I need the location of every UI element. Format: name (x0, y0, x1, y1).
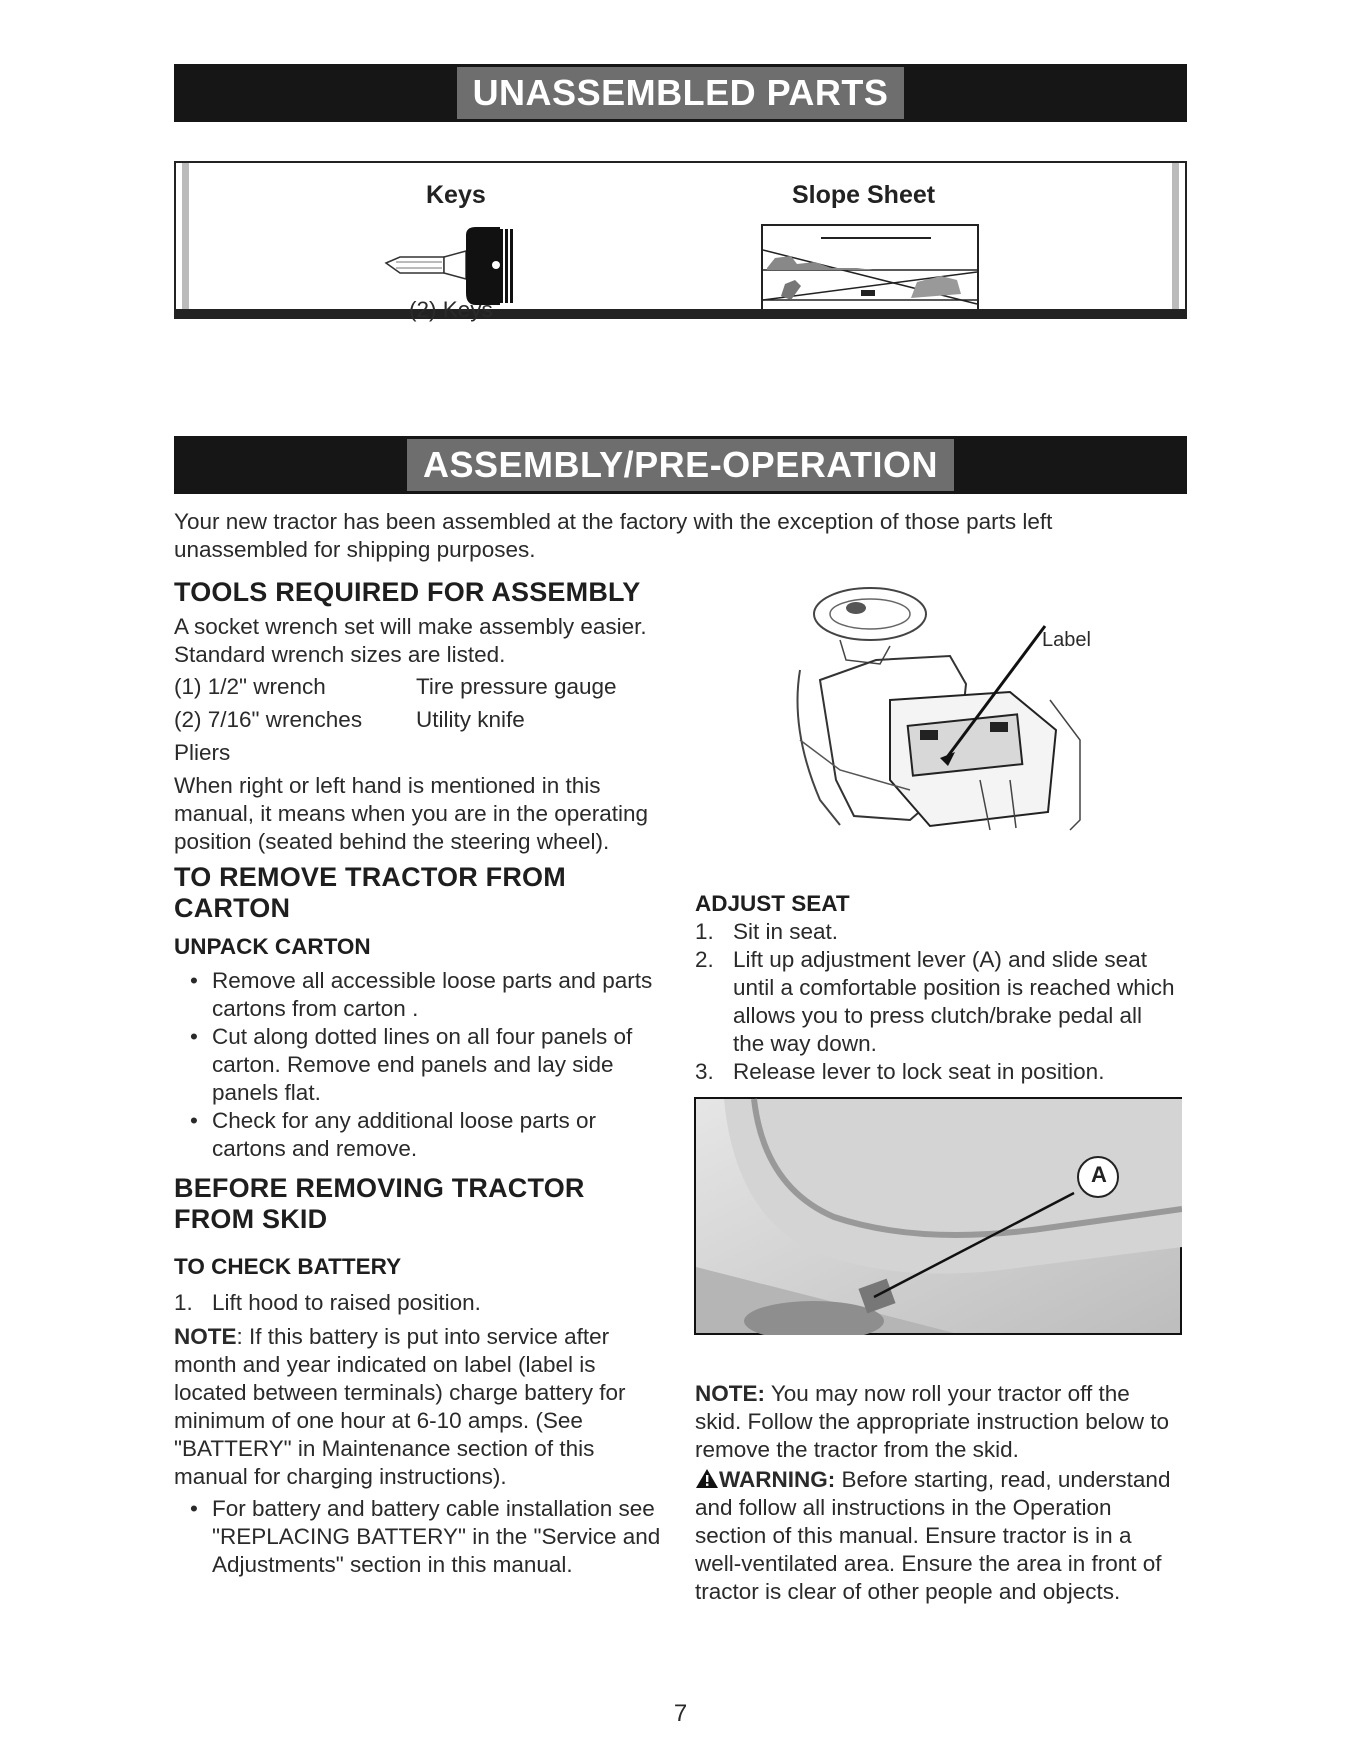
battery-bullet: • For battery and battery cable installation see "REPLACING BATTERY" in the "Service and Adjustments" section in this manual. (174, 1495, 666, 1579)
check-battery-heading: TO CHECK BATTERY (174, 1254, 402, 1279)
warning-paragraph: WARNING: Before starting, read, understand and follow all instructions in the Operation section of this manual. Ensure tractor is in a well-ventilated area. Ensure the area in front of tractor is clear of other people and objects. (695, 1467, 1171, 1604)
battery-note: NOTE: If this battery is put into service after month and year indicated on label (label is located between terminals) charge battery for minimum of one hour at 6-10 amps. (See "BATTERY" in Maintenance section of this manual for charging instructions). (174, 1324, 626, 1489)
note-label: NOTE (174, 1324, 237, 1349)
assembly-pre-operation-title: ASSEMBLY/PRE-OPERATION (407, 439, 954, 491)
warning-label: WARNING: (719, 1467, 836, 1492)
unassembled-parts-box (174, 161, 1187, 322)
battery-location-illustration (780, 580, 1110, 845)
roll-note-label: NOTE: (695, 1381, 765, 1406)
slope-sheet-title: Slope Sheet (792, 181, 936, 209)
hand-note: When right or left hand is mentioned in this manual, it means when you are in the operating position (seated behind the steering wheel). (174, 773, 649, 854)
tools-list (174, 673, 666, 767)
callout-a: A (1091, 1162, 1107, 1187)
remove-heading: TO REMOVE TRACTOR FROM CARTON (174, 862, 566, 923)
keys-caption: (2) Keys (409, 297, 493, 322)
tools-heading: TOOLS REQUIRED FOR ASSEMBLY (174, 577, 641, 607)
unpack-bullet: • Check for any additional loose parts or cartons and remove. (174, 1107, 666, 1163)
seat-step: 1. Sit in seat. (695, 919, 839, 944)
battery-step: 1. Lift hood to raised position. (174, 1290, 481, 1315)
unassembled-parts-banner (174, 64, 1187, 122)
before-removing-heading: BEFORE REMOVING TRACTOR FROM SKID (174, 1173, 585, 1234)
page-number: 7 (673, 1700, 688, 1727)
roll-section (695, 1380, 1181, 1606)
battery-label-callout: Label (1042, 629, 1091, 651)
tools-text: A socket wrench set will make assembly easier. Standard wrench sizes are listed. (174, 614, 647, 667)
keys-title: Keys (426, 181, 486, 209)
unpack-carton-heading: UNPACK CARTON (174, 934, 371, 959)
adjust-seat-heading: ADJUST SEAT (695, 891, 850, 916)
left-column (174, 577, 666, 1579)
seat-step: 2. Lift up adjustment lever (A) and slide seat until a comfortable position is reached which allows you to press clutch/brake pedal all the way down. (695, 947, 1175, 1056)
key-icon (382, 227, 532, 307)
tools-list-row: (1) 1/2" wrench Tire pressure gauge (174, 674, 617, 699)
warning-icon (695, 1468, 719, 1489)
assembly-pre-operation-banner (174, 436, 1187, 494)
intro-paragraph: Your new tractor has been assembled at the factory with the exception of those parts left unassembled for shipping purposes. (174, 509, 1053, 562)
tools-list-row: (2) 7/16" wrenches Utility knife (174, 707, 525, 732)
seat-adjustment-photo (694, 1097, 1182, 1335)
adjust-seat-section (695, 890, 1175, 1086)
roll-note: NOTE: You may now roll your tractor off the skid. Follow the appropriate instruction below to remove the tractor from the skid. (695, 1381, 1169, 1462)
unpack-bullet: • Cut along dotted lines on all four panels of carton. Remove end panels and lay side panels flat. (174, 1023, 666, 1107)
tools-list-row: Pliers (174, 740, 231, 765)
unassembled-parts-title: UNASSEMBLED PARTS (457, 67, 905, 119)
seat-step: 3. Release lever to lock seat in position. (695, 1059, 1105, 1084)
slope-sheet-illustration (761, 224, 979, 311)
unpack-bullet: • Remove all accessible loose parts and parts cartons from carton . (174, 967, 666, 1023)
